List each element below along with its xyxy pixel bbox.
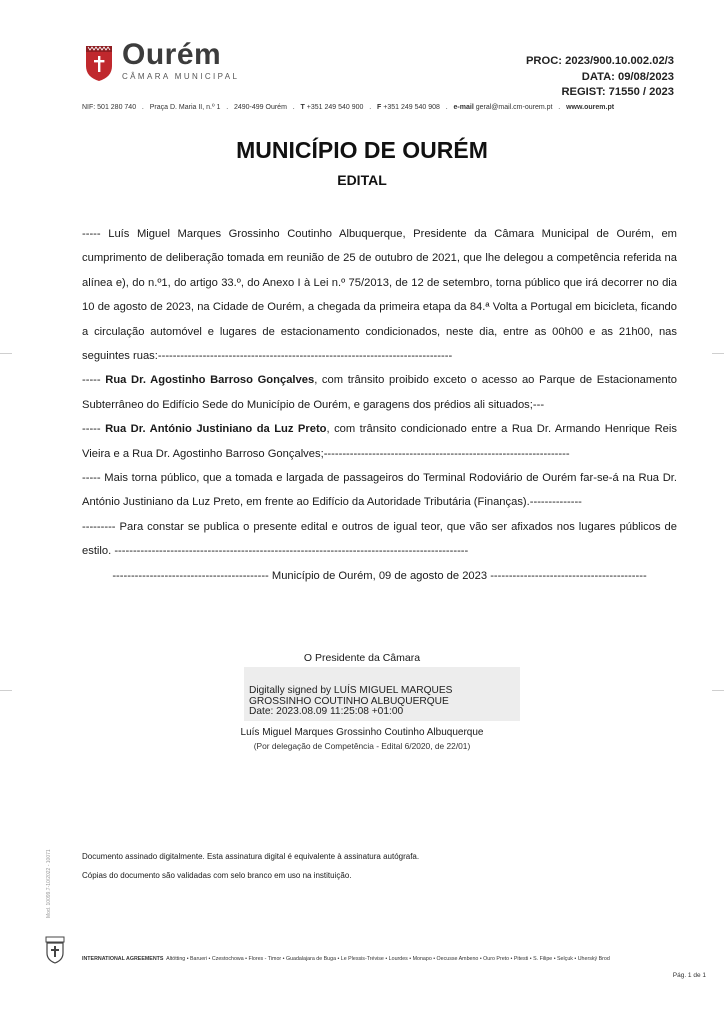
agreements-label: INTERNATIONAL AGREEMENTS bbox=[82, 956, 164, 962]
digital-signature-note: Documento assinado digitalmente. Esta assinatura digital é equivalente à assinatura autógrafa. bbox=[82, 852, 420, 861]
margin-mark bbox=[712, 690, 724, 691]
fax: +351 249 540 908 bbox=[383, 104, 440, 111]
proc-number: PROC: 2023/900.10.002.02/3 bbox=[525, 55, 674, 67]
nif: NIF: 501 280 740 bbox=[82, 104, 137, 111]
street2-paragraph bbox=[82, 417, 677, 466]
model-reference-text: Mod. 10099.7-10/2022 - 10071 bbox=[46, 849, 52, 918]
street1-text: , com trânsito proibido exceto o acesso ao Parque de Estacionamento Subterrâneo do Edifício Sede do Município de Ourém, e garagens dos prédios ali situados;--- bbox=[82, 374, 677, 411]
address: Praça D. Maria II, n.º 1 bbox=[149, 104, 221, 111]
street1-prefix: ----- bbox=[82, 374, 106, 387]
closing-line: ------------------------------------------ Município de Ourém, 09 de agosto de 2023 ------------------------------------------ bbox=[112, 569, 647, 582]
digital-signature-date: Date: 2023.08.09 11:25:08 +01:00 bbox=[249, 706, 404, 717]
street1-name: Rua Dr. Agostinho Barroso Gonçalves bbox=[105, 374, 315, 387]
edital-body bbox=[82, 222, 677, 588]
page-subtitle: EDITAL bbox=[337, 172, 387, 188]
postal-code: 2490-499 Ourém bbox=[233, 104, 287, 111]
signatory-name: Luís Miguel Marques Grossinho Coutinho Albuquerque bbox=[240, 727, 484, 738]
regist-number: REGIST: 71550 / 2023 bbox=[561, 86, 674, 98]
digital-signature-line1: Digitally signed by LUÍS MIGUEL MARQUES bbox=[249, 685, 453, 696]
copies-note: Cópias do documento são validadas com selo branco em uso na instituição. bbox=[82, 871, 352, 880]
agreements-list: Altötting • Barueri • Czestochowa • Flores - Timor • Guadalajara de Buga • Le Plessis-Trévise • Lourdes • Monapo • Oecusse Ambeno • Ouro Preto • Pitesti • S. Filipe • Selçuk • Uherský Brod bbox=[166, 956, 610, 962]
ourem-logo-shield-icon bbox=[84, 44, 114, 82]
street2-name: Rua Dr. António Justiniano da Luz Preto bbox=[105, 423, 327, 436]
telephone: +351 249 540 900 bbox=[306, 104, 364, 111]
document-date: DATA: 09/08/2023 bbox=[581, 70, 674, 83]
fax-prefix: F bbox=[377, 104, 382, 111]
intro-paragraph: ----- Luís Miguel Marques Grossinho Coutinho Albuquerque, Presidente da Câmara Municipal de Ourém, em cumprimento de deliberação tomada em reunião de 25 de outubro de 2021, que lhe delegou a competência referida na alínea e), do n.º1, do artigo 33.º, do Anexo I à Lei n.º 75/2013, de 12 de setembro, torna público que irá decorrer no dia 10 de agosto de 2023, na Cidade de Ourém, a chegada da primeira etapa da 84.ª Volta a Portugal em bicicleta, ficando a circulação automóvel e lugares de estacionamento condicionados, neste dia, entre as 00h00 e as 21h00, nas seguintes ruas:------------------------------------------------------------------------------- bbox=[82, 228, 677, 363]
terminal-paragraph: ----- Mais torna público, que a tomada e largada de passageiros do Terminal Rodoviário de Ourém far-se-á na Rua Dr. António Justiniano da Luz Preto, em frente ao Edifício da Autoridade Tributária (Finanças).-------------- bbox=[82, 472, 677, 509]
email-label: e-mail bbox=[453, 104, 474, 111]
margin-mark bbox=[0, 353, 12, 354]
page-title: MUNICÍPIO DE OURÉM bbox=[236, 137, 488, 163]
international-agreements bbox=[82, 956, 610, 962]
street2-text: , com trânsito condicionado entre a Rua Dr. Armando Henrique Reis Vieira e a Rua Dr. Agostinho Barroso Gonçalves;------------------------------------------------------------------ bbox=[82, 423, 677, 460]
street2-prefix: ----- bbox=[82, 423, 106, 436]
brand-subtitle: CÂMARA MUNICIPAL bbox=[122, 72, 240, 81]
municipal-crest-icon bbox=[40, 935, 70, 965]
brand bbox=[122, 39, 239, 81]
document-references bbox=[526, 54, 674, 101]
street1-paragraph bbox=[82, 368, 677, 417]
delegation-note: (Por delegação de Competência - Edital 6/2020, de 22/01) bbox=[253, 741, 471, 751]
brand-name: Ourém bbox=[122, 38, 222, 71]
page-number: Pág. 1 de 1 bbox=[672, 972, 706, 979]
constar-paragraph: --------- Para constar se publica o presente edital e outros de igual teor, que vão ser afixados nos lugares públicos de estilo. ----------------------------------------------------------------------------------------------- bbox=[82, 520, 677, 558]
digital-signature-line2: GROSSINHO COUTINHO ALBUQUERQUE bbox=[249, 695, 449, 707]
tel-prefix: T bbox=[300, 104, 305, 111]
margin-mark bbox=[0, 690, 12, 691]
contact-line: NIF: 501 280 740 . Praça D. Maria II, n.º 1 . 2490-499 Ourém . T +351 249 540 900 . F +351 249 540 908 . e-mail geral@mail.cm-ourem.pt . www.ourem.pt bbox=[82, 104, 615, 111]
digital-signature-text bbox=[249, 686, 452, 718]
signature-label: O Presidente da Câmara bbox=[303, 652, 421, 664]
email-link[interactable]: geral@mail.cm-ourem.pt bbox=[475, 104, 553, 111]
website-link[interactable]: www.ourem.pt bbox=[566, 104, 615, 111]
margin-mark bbox=[712, 353, 724, 354]
